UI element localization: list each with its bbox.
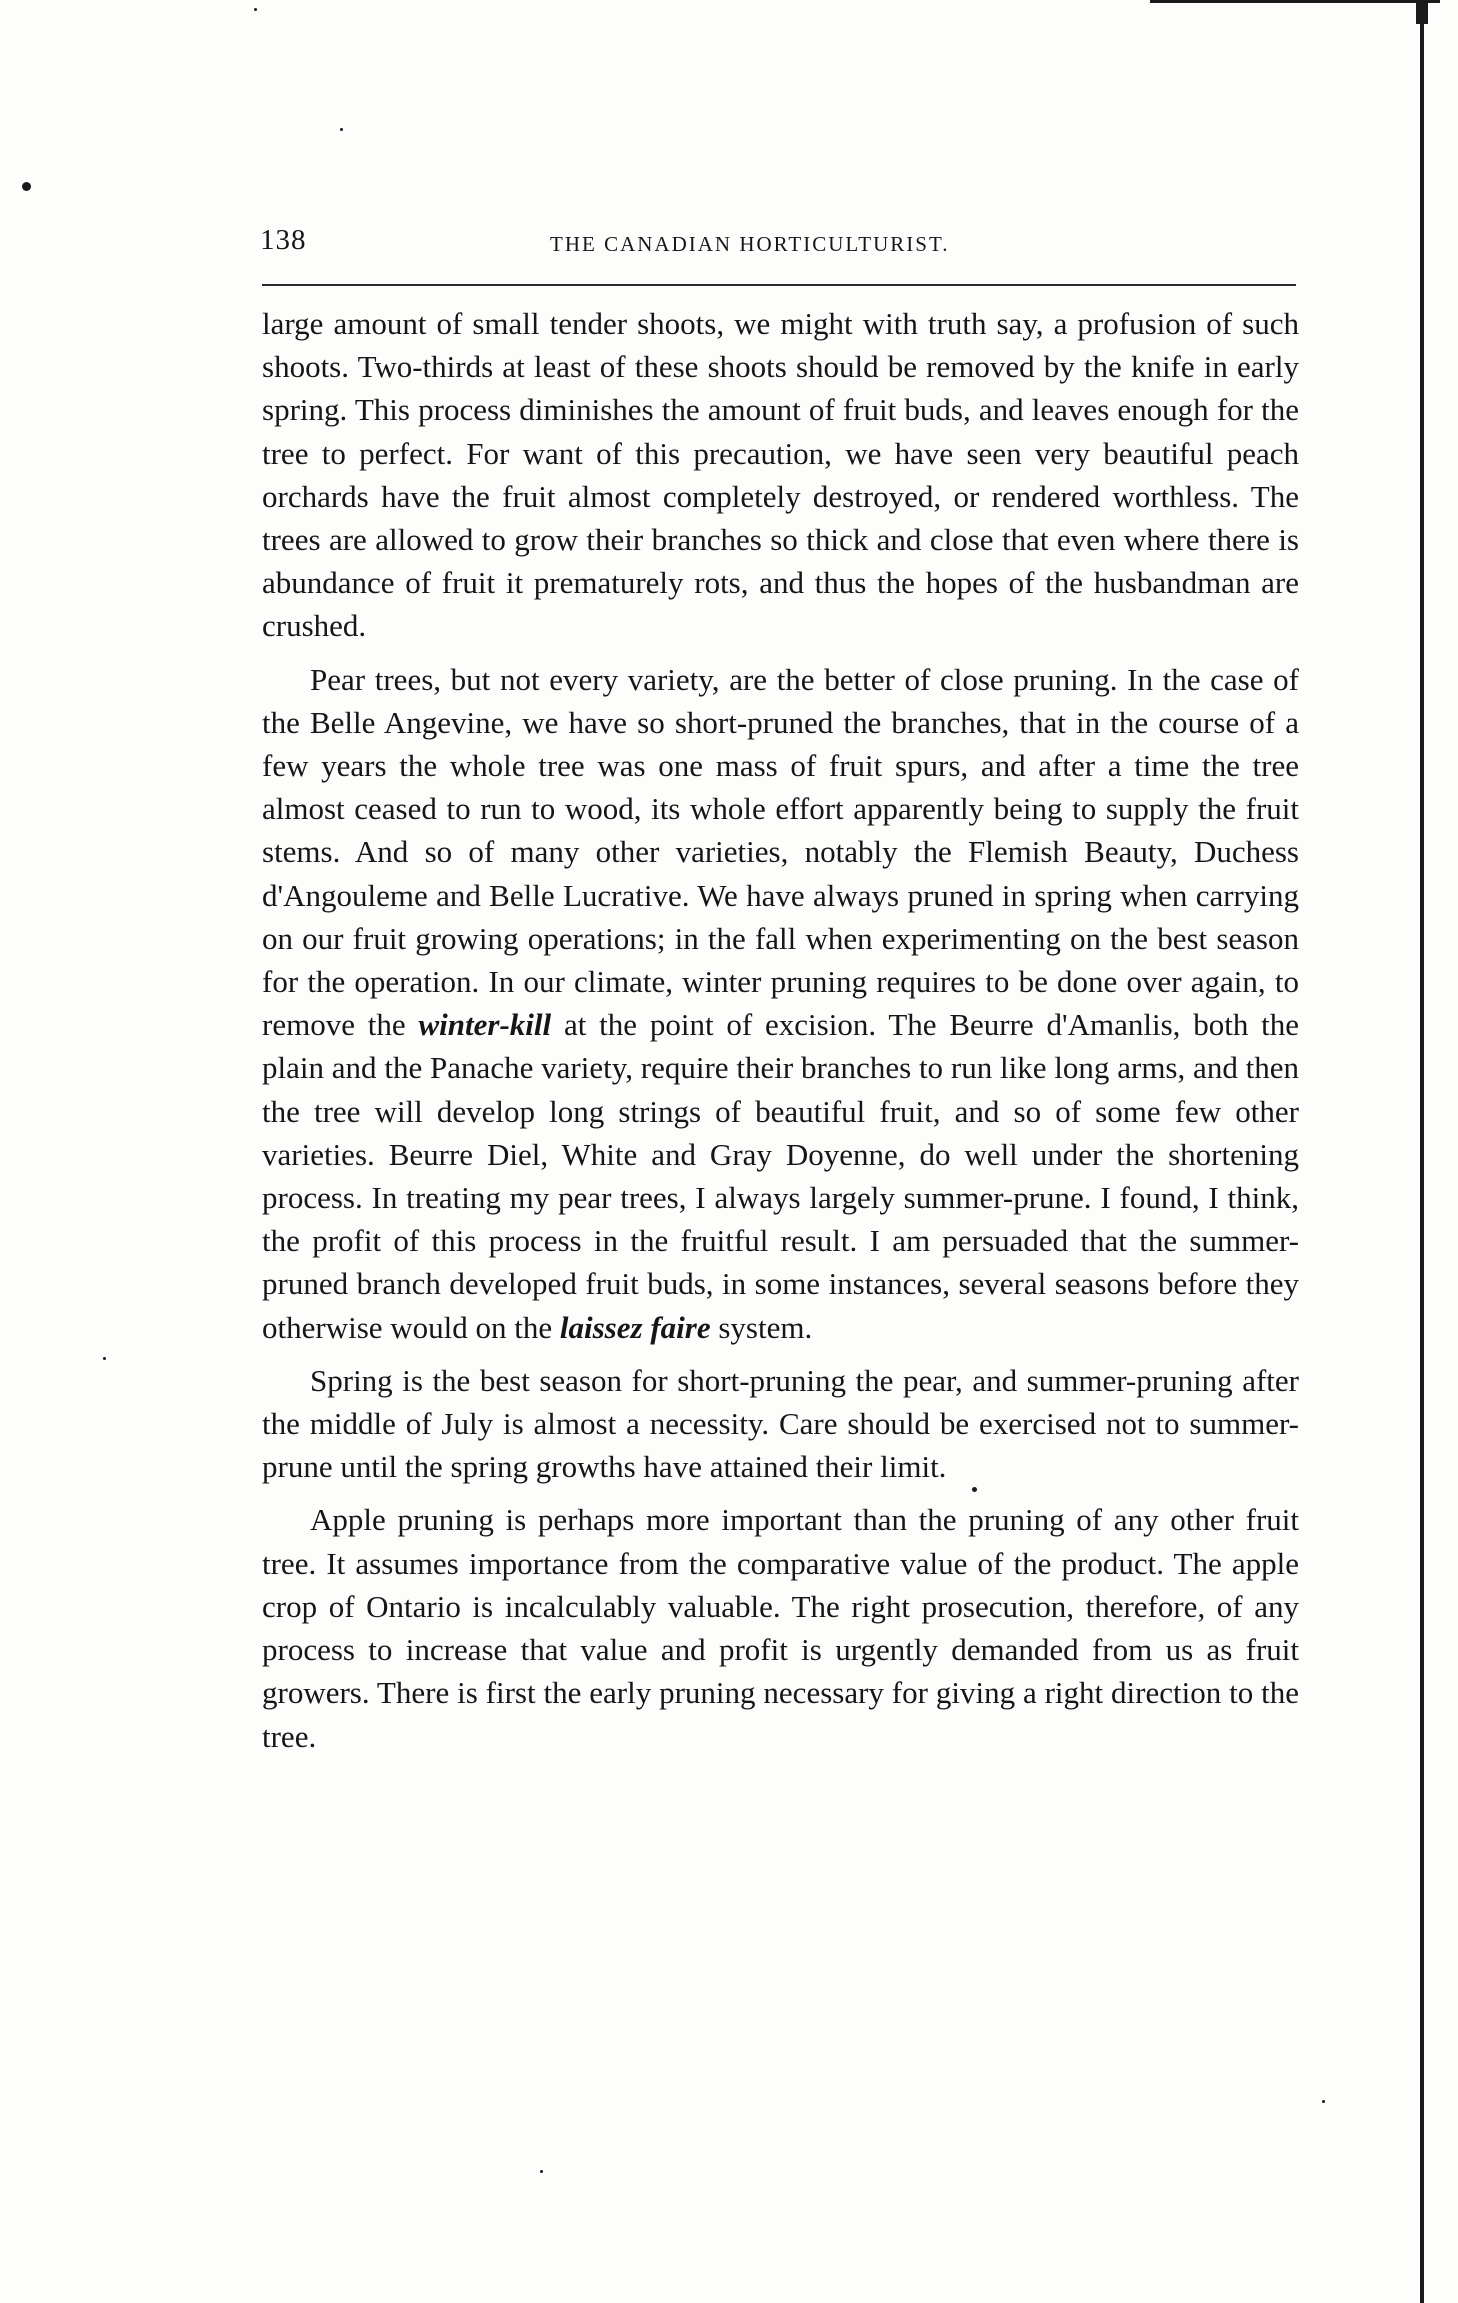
scan-binding-edge [1420, 0, 1424, 2303]
running-head: THE CANADIAN HORTICULTURIST. [550, 232, 950, 256]
paragraph-text: large amount of small tender shoots, we might with truth say, a profusion of such shoots. Two-thirds at least of these shoots should be removed by the knife in early spring. This process diminishes the amount of fruit buds, and leaves enough for the tree to perfect. For want of this precaution, we have seen very beautiful peach orchards have the fruit almost completely destroyed, or rendered worthless. The trees are allowed to grow their branches so thick and close that even where there is abundance of fruit it prematurely rots, and thus the hopes of the husbandman are crushed. [262, 306, 1299, 644]
page-header [260, 224, 1300, 264]
paragraph-text: Apple pruning is perhaps more important than the pruning of any other fruit tree. It assumes importance from the comparative value of the product. The apple crop of Ontario is incalculably valuable. The right prosecution, therefore, of any process to increase that value and profit is urgently demanded from us as fruit growers. There is first the early pruning necessary for giving a right direction to the tree. [262, 1502, 1299, 1754]
paragraph [262, 1498, 1299, 1757]
paragraph [262, 302, 1299, 648]
scan-speck [254, 8, 257, 11]
scan-speck [103, 1357, 106, 1360]
scan-speck [22, 182, 31, 191]
paragraph [262, 1359, 1299, 1489]
scan-speck [1322, 2100, 1325, 2103]
page-number: 138 [260, 224, 307, 256]
paragraph [262, 658, 1299, 1349]
emphasis-text: laissez faire [559, 1309, 711, 1345]
paragraph-text: Spring is the best season for short-pruning the pear, and summer-pruning after the middle of July is almost a necessity. Care should be exercised not to summer-prune until the spring growths have attained their limit. [262, 1362, 1299, 1485]
emphasis-text: winter-kill [418, 1007, 552, 1043]
header-rule [262, 284, 1296, 286]
scan-edge-top [1150, 0, 1440, 3]
article-body [262, 302, 1299, 1758]
scan-speck [340, 128, 343, 131]
scan-speck [540, 2170, 543, 2173]
paragraph-text: Pear trees, but not every variety, are the better of close pruning. In the case of the Belle Angevine, we have so short-pruned the branches, that in the course of a few years the whole tree was one mass of fruit spurs, and after a time the tree almost ceased to run to wood, its whole effort apparently being to supply the fruit stems. And so of many other varieties, notably the Flemish Beauty, Duchess d'Angouleme and Belle Lucrative. We have always pruned in spring when carrying on our fruit growing operations; in the fall when experimenting on the best season for the operation. In our climate, winter pruning requires to be done over again, to remove the [262, 661, 1299, 1043]
paragraph-text: at the point of excision. The Beurre d'Amanlis, both the plain and the Panache variety, require their branches to run like long arms, and then the tree will develop long strings of beautiful fruit, and so of some few other varieties. Beurre Diel, White and Gray Doyenne, do well under the shortening process. In treating my pear trees, I always largely summer-prune. I found, I think, the profit of this process in the fruitful result. I am persuaded that the summer-pruned branch developed fruit buds, in some instances, several seasons before they otherwise would on the [262, 1007, 1300, 1345]
paragraph-text: system. [718, 1309, 813, 1345]
